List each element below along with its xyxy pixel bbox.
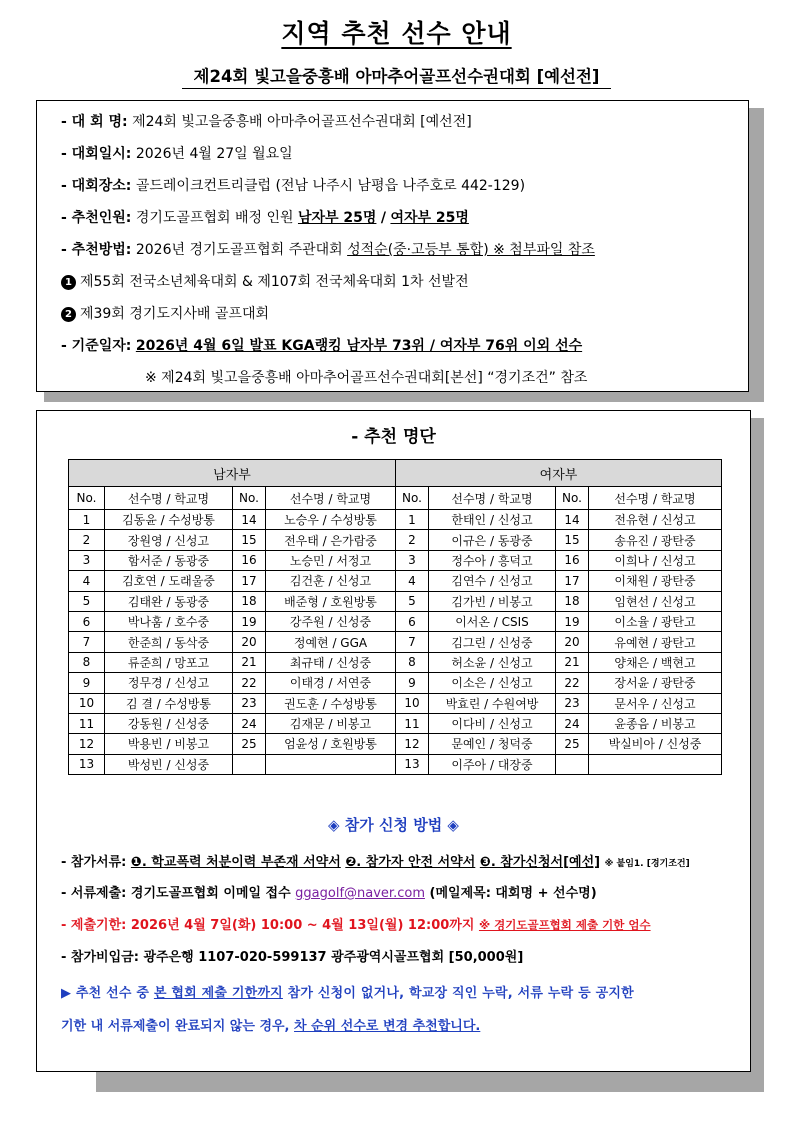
player-name-school-cell: 강동원 / 신성중 xyxy=(105,713,233,733)
player-name-school-cell xyxy=(589,754,722,774)
player-number-cell: 10 xyxy=(396,693,429,713)
page-subtitle: 제24회 빛고을중흥배 아마추어골프선수권대회 [예선전] xyxy=(0,63,793,87)
player-name-school-cell: 정무경 / 신성고 xyxy=(105,673,233,693)
player-number-cell: 2 xyxy=(69,530,105,550)
table-row xyxy=(69,591,722,611)
player-number-cell: 17 xyxy=(556,571,589,591)
player-number-cell: 7 xyxy=(396,632,429,652)
player-name-school-cell: 김재문 / 비봉고 xyxy=(266,713,396,733)
player-number-cell: 9 xyxy=(69,673,105,693)
player-name-school-cell: 배준형 / 호원방통 xyxy=(266,591,396,611)
player-name-school-cell: 문예인 / 청덕중 xyxy=(429,734,556,754)
table-row xyxy=(69,754,722,774)
player-number-cell: 6 xyxy=(69,611,105,631)
player-name-school-cell: 박나훔 / 호수중 xyxy=(105,611,233,631)
page-title: 지역 추천 선수 안내 xyxy=(281,19,512,48)
player-number-cell: 23 xyxy=(556,693,589,713)
player-name-school-cell: 전우태 / 은가람중 xyxy=(266,530,396,550)
player-number-cell: 20 xyxy=(556,632,589,652)
player-number-cell: 1 xyxy=(69,510,105,530)
player-name-school-cell: 문서우 / 신성고 xyxy=(589,693,722,713)
player-number-cell: 8 xyxy=(69,652,105,672)
player-name-school-cell: 박성빈 / 신성중 xyxy=(105,754,233,774)
player-name-school-cell: 한준희 / 동삭중 xyxy=(105,632,233,652)
player-name-school-cell: 장서윤 / 광탄중 xyxy=(589,673,722,693)
player-number-cell: 11 xyxy=(396,713,429,733)
player-number-cell: 8 xyxy=(396,652,429,672)
player-name-school-cell: 권도훈 / 수성방통 xyxy=(266,693,396,713)
player-name-school-cell: 장원영 / 신성고 xyxy=(105,530,233,550)
info-method: - 추천방법: 2026년 경기도골프협회 주관대회 성적순(중·고등부 통합) ※ 첨부파일 참조 xyxy=(61,242,595,258)
player-number-cell: 3 xyxy=(69,550,105,570)
player-name-school-cell: 이주아 / 대장중 xyxy=(429,754,556,774)
table-row xyxy=(69,734,722,754)
player-number-cell: 12 xyxy=(396,734,429,754)
player-name-school-cell: 김태완 / 동광중 xyxy=(105,591,233,611)
player-name-school-cell: 함서준 / 동광중 xyxy=(105,550,233,570)
player-name-school-cell: 송유진 / 광탄중 xyxy=(589,530,722,550)
player-number-cell: 22 xyxy=(556,673,589,693)
player-number-cell: 13 xyxy=(396,754,429,774)
player-name-school-cell: 류준희 / 망포고 xyxy=(105,652,233,672)
player-number-cell: 22 xyxy=(233,673,266,693)
column-header-name: 선수명 / 학교명 xyxy=(589,487,722,510)
player-name-school-cell: 이희나 / 신성고 xyxy=(589,550,722,570)
info-event-1: 1 제55회 전국소년체육대회 & 제107회 전국체육대회 1차 선발전 xyxy=(61,271,469,291)
player-number-cell: 15 xyxy=(233,530,266,550)
player-name-school-cell: 임현선 / 신성고 xyxy=(589,591,722,611)
table-row xyxy=(69,693,722,713)
player-name-school-cell: 이규은 / 동광중 xyxy=(429,530,556,550)
player-name-school-cell: 엄윤성 / 호원방통 xyxy=(266,734,396,754)
player-number-cell: 25 xyxy=(556,734,589,754)
number-2-icon: 2 xyxy=(61,307,76,322)
player-number-cell: 21 xyxy=(556,652,589,672)
girls-division-header: 여자부 xyxy=(396,460,722,487)
info-quota: - 추천인원: 경기도골프협회 배정 인원 남자부 25명 / 여자부 25명 xyxy=(61,210,469,226)
player-number-cell: 7 xyxy=(69,632,105,652)
list-title: - 추천 명단 xyxy=(351,427,436,447)
column-header-no: No. xyxy=(396,487,429,510)
player-name-school-cell: 이채원 / 광탄중 xyxy=(589,571,722,591)
email-link[interactable]: ggagolf@naver.com xyxy=(295,886,425,901)
player-name-school-cell: 노승우 / 수성방통 xyxy=(266,510,396,530)
column-header-name: 선수명 / 학교명 xyxy=(429,487,556,510)
column-header-name: 선수명 / 학교명 xyxy=(266,487,396,510)
player-number-cell: 14 xyxy=(233,510,266,530)
player-number-cell: 11 xyxy=(69,713,105,733)
player-number-cell: 24 xyxy=(233,713,266,733)
player-name-school-cell: 유예현 / 광탄고 xyxy=(589,632,722,652)
player-number-cell: 6 xyxy=(396,611,429,631)
player-number-cell: 3 xyxy=(396,550,429,570)
player-name-school-cell: 김동윤 / 수성방통 xyxy=(105,510,233,530)
submission-deadline: - 제출기한: 2026년 4월 7일(화) 10:00 ~ 4월 13일(월) 12:00까지 ※ 경기도골프협회 제출 기한 엄수 xyxy=(61,918,651,933)
player-number-cell: 25 xyxy=(233,734,266,754)
info-basis-date: - 기준일자: 2026년 4월 6일 발표 KGA랭킹 남자부 73위 / 여자부 76위 이외 선수 xyxy=(61,338,583,354)
player-number-cell: 12 xyxy=(69,734,105,754)
player-number-cell: 14 xyxy=(556,510,589,530)
boys-division-header: 남자부 xyxy=(69,460,396,487)
document-submission: - 서류제출: 경기도골프협회 이메일 접수 ggagolf@naver.com (메일제목: 대회명 + 선수명) xyxy=(61,886,597,901)
column-header-name: 선수명 / 학교명 xyxy=(105,487,233,510)
player-number-cell: 4 xyxy=(396,571,429,591)
player-name-school-cell: 최규태 / 신성중 xyxy=(266,652,396,672)
player-name-school-cell: 이서온 / CSIS xyxy=(429,611,556,631)
info-event-date: - 대회일시: 2026년 4월 27일 월요일 xyxy=(61,146,293,162)
column-header-no: No. xyxy=(69,487,105,510)
player-name-school-cell: 강주원 / 신성중 xyxy=(266,611,396,631)
player-name-school-cell: 한태인 / 신성고 xyxy=(429,510,556,530)
player-name-school-cell: 이소은 / 신성고 xyxy=(429,673,556,693)
player-number-cell: 20 xyxy=(233,632,266,652)
player-name-school-cell: 김연수 / 신성고 xyxy=(429,571,556,591)
player-number-cell: 17 xyxy=(233,571,266,591)
application-documents: - 참가서류: ❶. 학교폭력 처분이력 부존재 서약서 ❷. 참가자 안전 서약서 ❸. 참가신청서[예선] ※ 붙임1. [경기조건] xyxy=(61,855,690,870)
event-info-box xyxy=(36,100,749,392)
warning-line-1: ▶ 추천 선수 중 본 협회 제출 기한까지 참가 신청이 없거나, 학교장 직인 누락, 서류 누락 등 공지한 xyxy=(61,986,634,1001)
player-name-school-cell: 김건훈 / 신성고 xyxy=(266,571,396,591)
player-number-cell: 18 xyxy=(556,591,589,611)
player-number-cell: 2 xyxy=(396,530,429,550)
player-number-cell: 16 xyxy=(233,550,266,570)
player-number-cell: 19 xyxy=(233,611,266,631)
player-name-school-cell: 양채은 / 백현고 xyxy=(589,652,722,672)
player-name-school-cell: 박실비아 / 신성중 xyxy=(589,734,722,754)
entry-fee-payment: - 참가비입금: 광주은행 1107-020-599137 광주광역시골프협회 [50,000원] xyxy=(61,950,524,965)
player-name-school-cell: 이다비 / 신성고 xyxy=(429,713,556,733)
roster-table xyxy=(68,459,722,775)
player-number-cell: 10 xyxy=(69,693,105,713)
player-name-school-cell: 김그린 / 신성중 xyxy=(429,632,556,652)
player-number-cell: 9 xyxy=(396,673,429,693)
recommendation-box xyxy=(36,410,751,1072)
warning-line-2: 기한 내 서류제출이 완료되지 않는 경우, 차 순위 선수로 변경 추천합니다. xyxy=(61,1019,481,1034)
info-venue: - 대회장소: 골드레이크컨트리클럽 (전남 나주시 남평읍 나주호로 442-129) xyxy=(61,178,526,194)
player-number-cell: 19 xyxy=(556,611,589,631)
player-name-school-cell: 정예현 / GGA xyxy=(266,632,396,652)
table-row xyxy=(69,571,722,591)
player-number-cell: 5 xyxy=(69,591,105,611)
player-number-cell: 1 xyxy=(396,510,429,530)
player-number-cell xyxy=(233,754,266,774)
player-name-school-cell: 윤종음 / 비봉고 xyxy=(589,713,722,733)
table-row xyxy=(69,673,722,693)
info-note: ※ 제24회 빛고을중흥배 아마추어골프선수권대회[본선] “경기조건” 참조 xyxy=(145,370,588,386)
player-number-cell: 4 xyxy=(69,571,105,591)
player-name-school-cell: 이태경 / 서연중 xyxy=(266,673,396,693)
player-number-cell: 5 xyxy=(396,591,429,611)
player-number-cell xyxy=(556,754,589,774)
player-name-school-cell: 김가빈 / 비봉고 xyxy=(429,591,556,611)
player-number-cell: 15 xyxy=(556,530,589,550)
info-event-name: - 대 회 명: 제24회 빛고을중흥배 아마추어골프선수권대회 [예선전] xyxy=(61,114,472,130)
player-name-school-cell: 정수아 / 흥덕고 xyxy=(429,550,556,570)
player-name-school-cell: 김 결 / 수성방통 xyxy=(105,693,233,713)
player-number-cell: 13 xyxy=(69,754,105,774)
player-name-school-cell: 전유현 / 신성고 xyxy=(589,510,722,530)
column-header-no: No. xyxy=(233,487,266,510)
table-row xyxy=(69,530,722,550)
table-row xyxy=(69,611,722,631)
player-number-cell: 18 xyxy=(233,591,266,611)
player-name-school-cell: 노승민 / 서정고 xyxy=(266,550,396,570)
player-name-school-cell: 박용빈 / 비봉고 xyxy=(105,734,233,754)
player-number-cell: 21 xyxy=(233,652,266,672)
table-row xyxy=(69,632,722,652)
table-row xyxy=(69,713,722,733)
player-number-cell: 16 xyxy=(556,550,589,570)
player-name-school-cell: 이소율 / 광탄고 xyxy=(589,611,722,631)
info-event-2: 2 제39회 경기도지사배 골프대회 xyxy=(61,303,269,323)
application-method-title: ◈ 참가 신청 방법 ◈ xyxy=(328,816,459,834)
number-1-icon: 1 xyxy=(61,275,76,290)
player-number-cell: 23 xyxy=(233,693,266,713)
table-row xyxy=(69,510,722,530)
player-name-school-cell: 김호연 / 도래울중 xyxy=(105,571,233,591)
column-header-no: No. xyxy=(556,487,589,510)
player-name-school-cell: 허소윤 / 신성고 xyxy=(429,652,556,672)
table-row xyxy=(69,550,722,570)
player-name-school-cell xyxy=(266,754,396,774)
player-number-cell: 24 xyxy=(556,713,589,733)
player-name-school-cell: 박효린 / 수원여방 xyxy=(429,693,556,713)
table-row xyxy=(69,652,722,672)
